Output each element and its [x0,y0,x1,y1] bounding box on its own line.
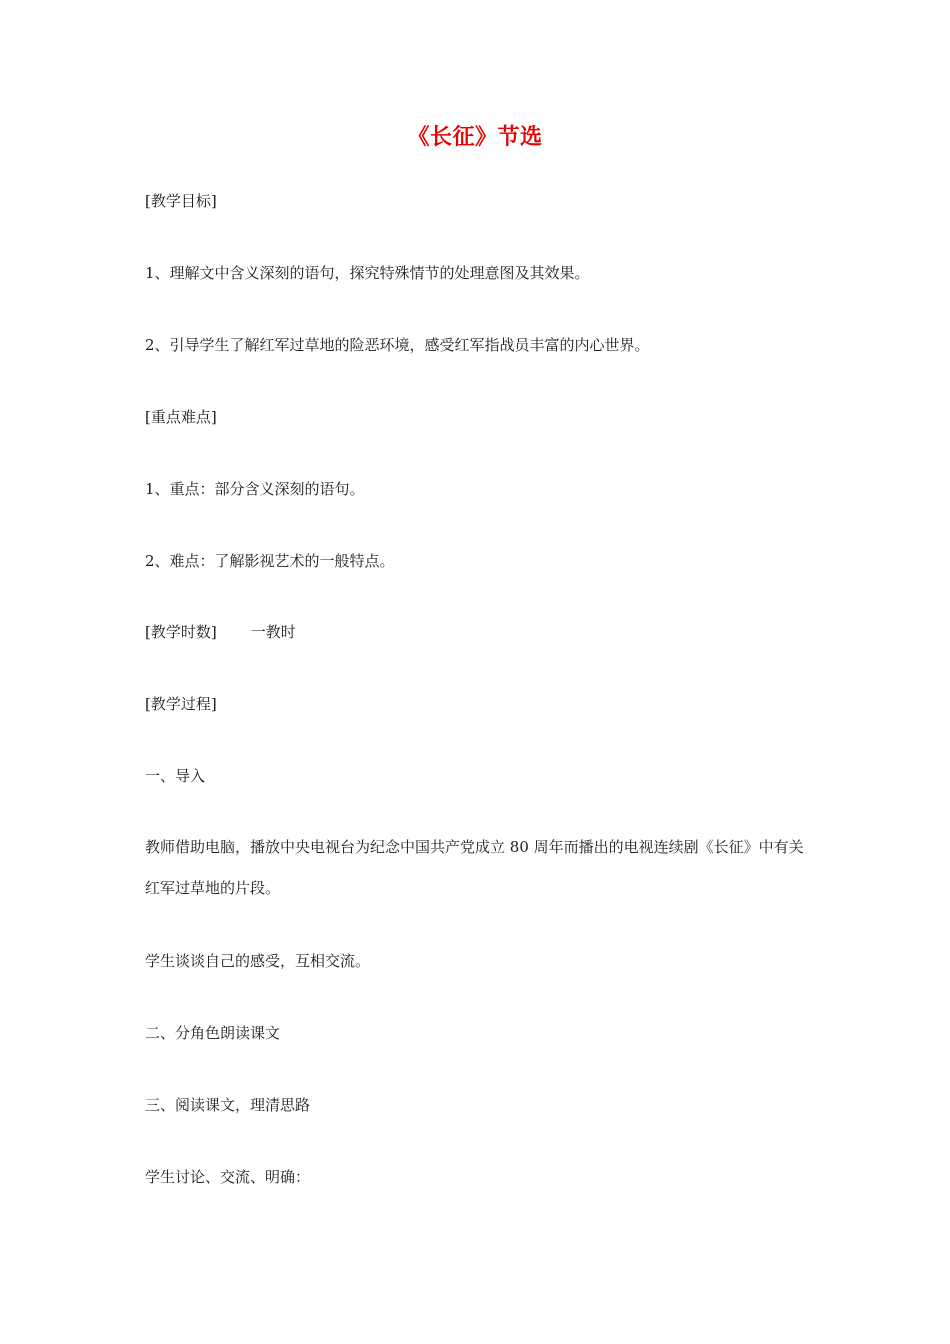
goal-item-2: 2、引导学生了解红军过草地的险恶环境，感受红军指战员丰富的内心世界。 [145,336,650,354]
step-1-heading: 一、导入 [145,767,206,785]
process-heading: [教学过程] [145,695,217,713]
step-3-heading: 三、阅读课文，理清思路 [145,1096,311,1114]
goals-heading: [教学目标] [145,192,217,210]
key-point-1: 1、重点：部分含义深刻的语句。 [145,480,365,498]
step-3-paragraph: 学生讨论、交流、明确： [145,1168,311,1186]
teaching-hours-heading: [教学时数] [145,623,217,641]
goal-item-1: 1、理解文中含义深刻的语句，探究特殊情节的处理意图及其效果。 [145,264,590,282]
teaching-hours-value: 一教时 [250,623,296,641]
key-point-2: 2、难点：了解影视艺术的一般特点。 [145,552,395,570]
step-1-paragraph: 教师借助电脑，播放中央电视台为纪念中国共产党成立 80 周年而播出的电视连续剧《长征》中有关红军过草地的片段。 [145,838,804,897]
document-title: 《长征》节选 [407,125,543,150]
key-points-heading: [重点难点] [145,408,217,426]
teaching-hours-line [145,623,815,641]
step-2-heading: 二、分角色朗读课文 [145,1024,281,1042]
step-1-followup: 学生谈谈自己的感受，互相交流。 [145,952,371,970]
